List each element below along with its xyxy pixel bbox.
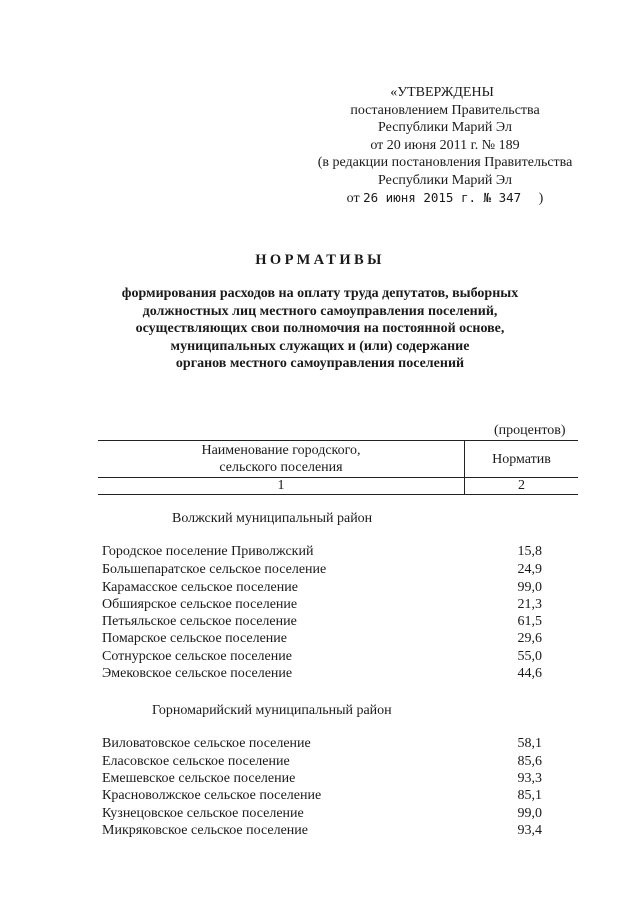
settlement-name: Кузнецовское сельское поселение bbox=[102, 806, 304, 821]
document-title: НОРМАТИВЫ bbox=[255, 252, 385, 268]
table-row bbox=[102, 614, 542, 632]
settlement-name: Красноволжское сельское поселение bbox=[102, 788, 322, 803]
subtitle-line: органов местного самоуправления поселений bbox=[175, 356, 465, 371]
norm-value: 15,8 bbox=[517, 544, 542, 559]
table-row bbox=[102, 562, 542, 580]
table-row bbox=[102, 806, 542, 824]
settlement-name: Сотнурское сельское поселение bbox=[102, 649, 292, 664]
column-header-name: Наименование городского, сельского поселения bbox=[98, 441, 465, 478]
table-row bbox=[102, 754, 542, 772]
table-row bbox=[102, 597, 542, 615]
approval-heading: «УТВЕРЖДЕНЫ bbox=[390, 85, 494, 100]
table-row bbox=[102, 788, 542, 806]
norm-value: 93,4 bbox=[517, 823, 542, 838]
norm-value: 24,9 bbox=[517, 562, 542, 577]
approval-line: (в редакции постановления Правительства bbox=[317, 155, 573, 170]
table-row bbox=[102, 631, 542, 649]
approval-line: Республики Марий Эл bbox=[378, 172, 512, 188]
units-label: (процентов) bbox=[494, 423, 566, 438]
district-heading: Горномарийский муниципальный район bbox=[152, 703, 392, 718]
amendment-suffix: ) bbox=[538, 191, 544, 206]
settlement-name: Микряковское сельское поселение bbox=[102, 823, 308, 838]
settlement-name: Виловатовское сельское поселение bbox=[102, 736, 311, 751]
norm-value: 61,5 bbox=[517, 614, 542, 629]
subtitle-line: формирования расходов на оплату труда депутатов, выборных bbox=[121, 286, 519, 301]
settlement-name: Обшиярское сельское поселение bbox=[102, 597, 298, 612]
approval-line: Республики Марий Эл bbox=[378, 120, 512, 135]
document-subtitle bbox=[100, 285, 540, 373]
settlement-name: Помарское сельское поселение bbox=[102, 631, 288, 646]
norm-value: 85,6 bbox=[517, 754, 542, 769]
settlement-name: Большепаратское сельское поселение bbox=[102, 562, 327, 577]
settlement-name: Петьяльское сельское поселение bbox=[102, 614, 297, 629]
norm-value: 99,0 bbox=[517, 580, 542, 595]
table-row bbox=[102, 666, 542, 684]
column-number-2: 2 bbox=[465, 478, 579, 495]
settlement-name: Карамасское сельское поселение bbox=[102, 580, 298, 595]
settlement-name: Эмековское сельское поселение bbox=[102, 666, 293, 681]
table-row bbox=[102, 649, 542, 667]
approval-amendment-date bbox=[300, 189, 590, 208]
norm-value: 55,0 bbox=[517, 649, 542, 664]
norm-value: 93,3 bbox=[517, 771, 542, 786]
norm-value: 58,1 bbox=[517, 736, 542, 751]
approval-block bbox=[300, 84, 590, 208]
subtitle-line: осуществляющих свои полномочия на постоянной основе, bbox=[135, 321, 505, 336]
column-header-norm: Норматив bbox=[465, 441, 579, 478]
norm-value: 99,0 bbox=[517, 806, 542, 821]
norm-value: 29,6 bbox=[517, 631, 542, 646]
table-row bbox=[102, 544, 542, 562]
table-row bbox=[102, 823, 542, 841]
table-row bbox=[102, 580, 542, 598]
subtitle-line: должностных лиц местного самоуправления поселений, bbox=[142, 303, 498, 319]
amendment-prefix: от bbox=[346, 191, 360, 206]
norm-value: 44,6 bbox=[517, 666, 542, 681]
column-number-1: 1 bbox=[98, 478, 465, 495]
amendment-date-number: 26 июня 2015 г. № 347 bbox=[363, 190, 522, 205]
table-row bbox=[102, 771, 542, 789]
settlement-name: Городское поселение Приволжский bbox=[102, 544, 314, 559]
settlement-name: Емешевское сельское поселение bbox=[102, 771, 296, 786]
table-row bbox=[102, 736, 542, 754]
district-heading: Волжский муниципальный район bbox=[172, 511, 373, 526]
settlement-name: Еласовское сельское поселение bbox=[102, 754, 290, 769]
norm-value: 21,3 bbox=[517, 597, 542, 612]
norm-value: 85,1 bbox=[517, 788, 542, 803]
approval-line: от 20 июня 2011 г. № 189 bbox=[370, 137, 520, 153]
subtitle-line: муниципальных служащих и (или) содержание bbox=[170, 338, 470, 354]
approval-line: постановлением Правительства bbox=[350, 102, 540, 118]
table-header bbox=[98, 440, 578, 495]
